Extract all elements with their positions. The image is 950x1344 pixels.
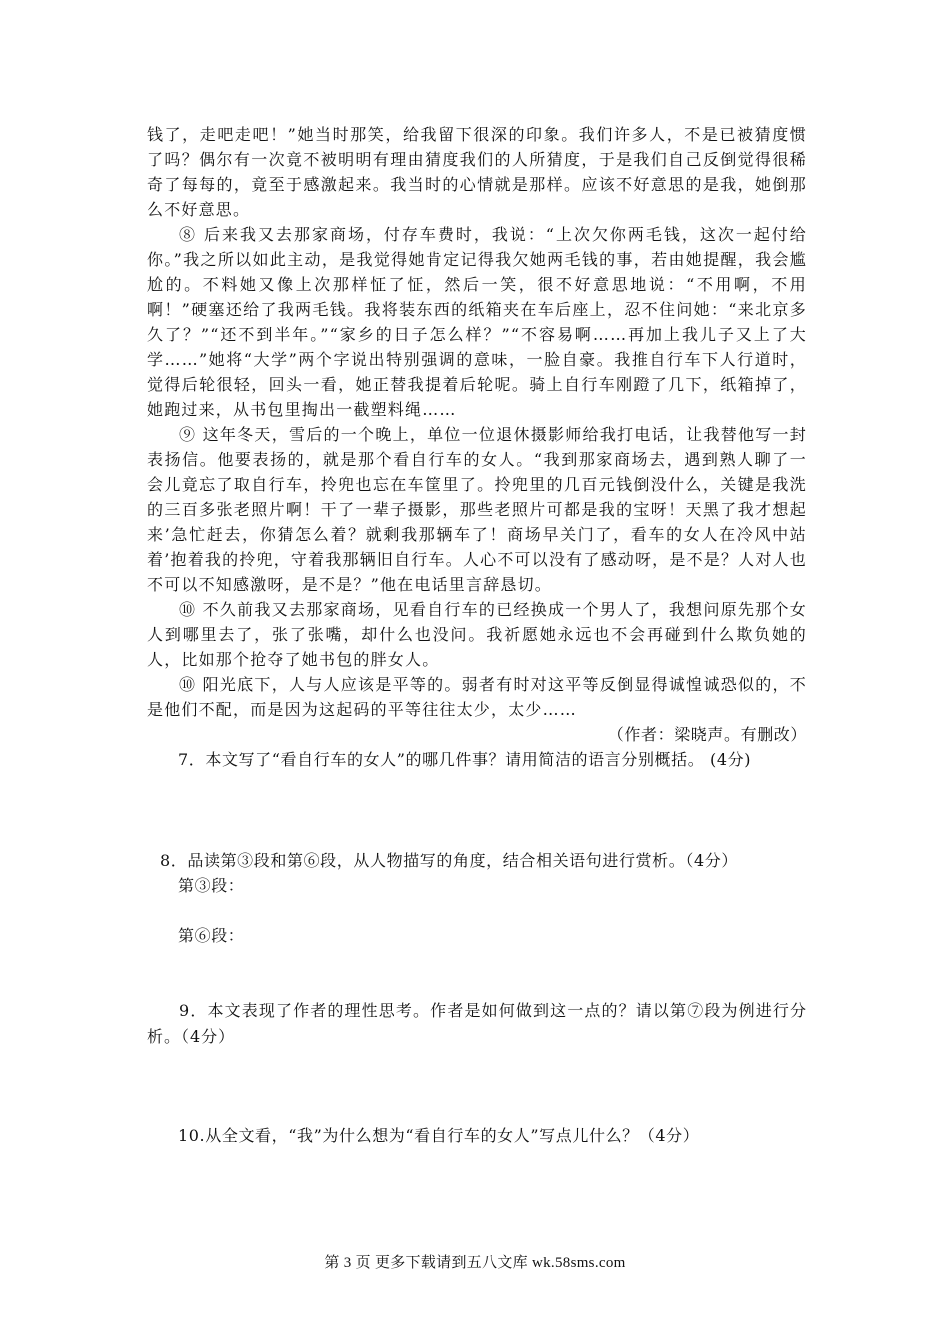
question-8-part-b: 第⑥段： — [178, 926, 245, 945]
page-footer: 第 3 页 更多下载请到五八文库 wk.58sms.com — [324, 1255, 626, 1271]
question-8-part-a: 第③段： — [178, 876, 245, 895]
passage-paragraph-11: ⑩ 阳光底下，人与人应该是平等的。弱者有时对这平等反倒显得诚惶诚恐似的，不是他们不配，而是因为这起码的平等往往太少，太少…… — [147, 675, 807, 719]
question-8: 8．品读第③段和第⑥段，从人物描写的角度，结合相关语句进行赏析。（4分） — [160, 851, 738, 870]
author-source: （作者：梁晓声。有删改） — [607, 725, 807, 744]
passage-paragraph-9: ⑨ 这年冬天，雪后的一个晚上，单位一位退休摄影师给我打电话，让我替他写一封表扬信。他要表扬的，就是那个看自行车的女人。“我到那家商场去，遇到熟人聊了一会儿竟忘了取自行车，拎兜也忘在车筐里了。拎兜里的几百元钱倒没什么，关键是我洗的三百多张老照片啊！干了一辈子摄影，那些老照片可都是我的宝呀！天黑了我才想起来’急忙赶去，你猜怎么着？就剩我那辆车了！商场早关门了，看车的女人在冷风中站着’抱着我的拎兜，守着我那辆旧自行车。人心不可以没有了感动呀，是不是？人对人也不可以不知感激呀，是不是？”他在电话里言辞恳切。 — [147, 425, 807, 594]
passage-paragraph-10: ⑩ 不久前我又去那家商场，见看自行车的已经换成一个男人了，我想问原先那个女人到哪里去了，张了张嘴，却什么也没问。我祈愿她永远也不会再碰到什么欺负她的人，比如那个抢夺了她书包的胖女人。 — [147, 600, 807, 669]
question-10: 10.从全文看，“我”为什么想为“看自行车的女人”写点儿什么？（4分） — [178, 1126, 700, 1145]
passage-paragraph-8: ⑧ 后来我又去那家商场，付存车费时，我说：“上次欠你两毛钱，这次一起付给你。”我之所以如此主动，是我觉得她肯定记得我欠她两毛钱的事，若由她提醒，我会尴尬的。不料她又像上次那样怔了怔，然后一笑，很不好意思地说：“不用啊，不用啊！”硬塞还给了我两毛钱。我将装东西的纸箱夹在车后座上，忍不住问她：“来北京多久了？”“还不到半年。”“家乡的日子怎么样？”“不容易啊……再加上我儿子又上了大学……”她将“大学”两个字说出特别强调的意味，一脸自豪。我推自行车下人行道时，觉得后轮很轻，回头一看，她正替我提着后轮呢。骑上自行车刚蹬了几下，纸箱掉了，她跑过来，从书包里掏出一截塑料绳…… — [147, 225, 807, 419]
question-9: 9．本文表现了作者的理性思考。作者是如何做到这一点的？请以第⑦段为例进行分析。（4分） — [147, 1001, 807, 1046]
question-7: 7．本文写了“看自行车的女人”的哪几件事？请用简洁的语言分别概括。 (4分) — [178, 750, 752, 769]
passage-paragraph-continued: 钱了，走吧走吧！”她当时那笑，给我留下很深的印象。我们许多人，不是已被猜度惯了吗？偶尔有一次竟不被明明有理由猜度我们的人所猜度，于是我们自己反倒觉得很稀奇了每每的，竟至于感激起来。我当时的心情就是那样。应该不好意思的是我，她倒那么不好意思。 — [147, 125, 807, 219]
